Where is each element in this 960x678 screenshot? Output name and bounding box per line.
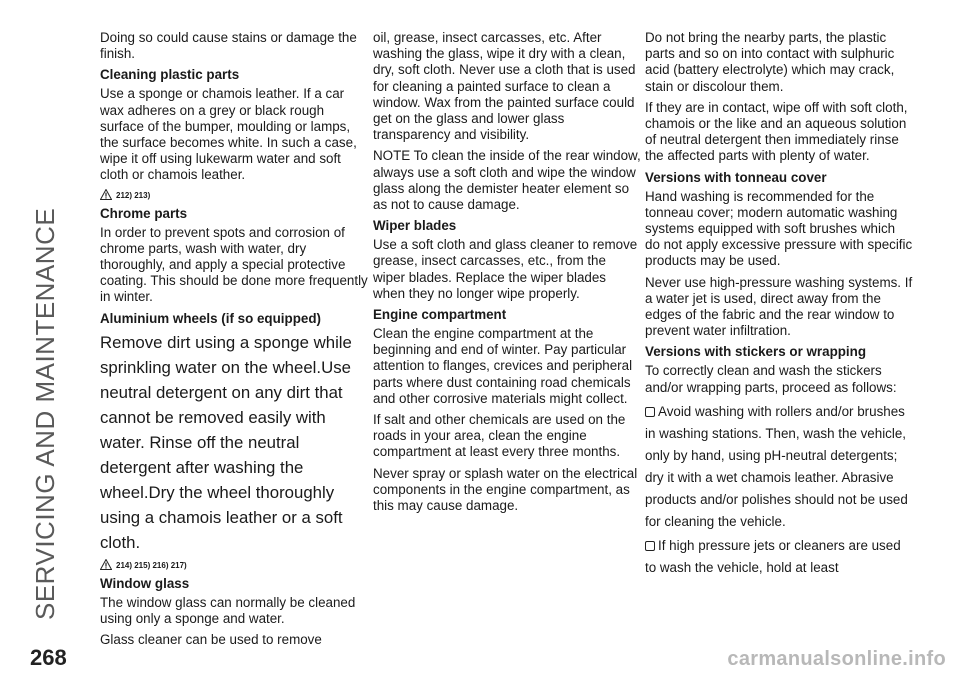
bullet-text: If high pressure jets or cleaners are used to wash the vehicle, hold at least [645, 537, 901, 575]
paragraph: Hand washing is recommended for the tonneau cover; modern automatic washing systems equipped with soft brushes which do not apply excessive pressure with specific products may be used. [645, 188, 913, 269]
paragraph: Remove dirt using a sponge while sprinkling water on the wheel.Use neutral detergent on any dirt that cannot be removed easily with water. Rinse off the neutral detergent after washing the wheel.Dry the wheel thoroughly using a chamois leather or a soft cloth. [100, 332, 352, 552]
section-side-title: SERVICING AND MAINTENANCE [30, 207, 60, 620]
paragraph: Never use high-pressure washing systems. If a water jet is used, direct away from the edges of the fabric and the rear window to prevent water infiltration. [645, 274, 913, 339]
paragraph: Use a sponge or chamois leather. If a car wax adheres on a grey or black rough surface of the bumper, moulding or lamps, the surface becomes white. In such a case, wipe it off using lukewarm water and soft cloth or chamois leather. [100, 86, 357, 183]
paragraph: Do not bring the nearby parts, the plastic parts and so on into contact with sulphuric acid (battery electrolyte) which may crack, stain or discolour them. [645, 30, 895, 94]
paragraph: To correctly clean and wash the stickers and/or wrapping parts, proceed as follows: [645, 363, 897, 395]
column-right [645, 30, 913, 581]
column-middle [373, 30, 641, 519]
paragraph: If they are in contact, wipe off with soft cloth, chamois or the like and an aqueous solution of neutral detergent then immediately rinse the affected parts with plenty of water. [645, 99, 908, 164]
heading-aluminium-wheels: Aluminium wheels (if so equipped) [100, 310, 321, 326]
heading-wiper-blades: Wiper blades [373, 218, 457, 234]
paragraph: The window glass can normally be cleaned using only a sponge and water. [100, 594, 356, 626]
warning-triangle-icon [100, 559, 112, 570]
heading-stickers-wrapping: Versions with stickers or wrapping [645, 344, 867, 360]
paragraph: In order to prevent spots and corrosion of chrome parts, wash with water, dry thoroughly, and apply a special protective coating. This should be done more frequently in winter. [100, 224, 368, 305]
heading-engine-compartment: Engine compartment [373, 307, 507, 323]
column-left [100, 30, 368, 653]
paragraph: If salt and other chemicals are used on the roads in your area, clean the engine compartment at least every three months. [373, 412, 626, 460]
paragraph: Doing so could cause stains or damage the finish. [100, 30, 357, 62]
paragraph: Never spray or splash water on the electrical components in the engine compartment, as this may cause damage. [373, 465, 638, 514]
warning-reference-numbers: 214) 215) 216) 217) [116, 560, 187, 570]
heading-cleaning-plastic-parts: Cleaning plastic parts [100, 67, 240, 83]
warning-reference [100, 189, 368, 200]
heading-chrome-parts: Chrome parts [100, 205, 188, 221]
paragraph: Clean the engine compartment at the beginning and end of winter. Pay particular attention to flanges, crevices and peripheral parts where dust containing road chemicals and other corrosive materials might collect. [373, 326, 633, 406]
checkbox-bullet-icon [645, 541, 655, 551]
note-paragraph: NOTE To clean the inside of the rear window, always use a soft cloth and wipe the window glass along the demister heater element so as not to cause damage. [373, 148, 641, 213]
bullet-item [645, 535, 913, 579]
paragraph: Use a soft cloth and glass cleaner to remove grease, insect carcasses, etc., from the wiper blades. Replace the wiper blades when they no longer wipe properly. [373, 237, 638, 301]
bullet-text: Avoid washing with rollers and/or brushes in washing stations. Then, wash the vehicle, only by hand, using pH-neutral detergents; dry it with a wet chamois leather. Abrasive products and/or polishes should not be used for cleaning the vehicle. [645, 403, 908, 529]
warning-reference [100, 559, 368, 570]
watermark: carmanualsonline.info [727, 648, 946, 670]
bullet-item [645, 401, 913, 533]
paragraph: oil, grease, insect carcasses, etc. After washing the glass, wipe it dry with a clean, dry, soft cloth. Never use a cloth that is used for cleaning a painted surface to clean a window. Wax from the painted surface could get on the glass and lower glass transparency and visibility. [373, 30, 636, 143]
paragraph: Glass cleaner can be used to remove [100, 632, 322, 648]
warning-triangle-icon [100, 189, 112, 200]
page-number: 268 [30, 645, 67, 670]
warning-reference-numbers: 212) 213) [116, 190, 151, 200]
heading-window-glass: Window glass [100, 575, 190, 591]
checkbox-bullet-icon [645, 407, 655, 417]
heading-tonneau-cover: Versions with tonneau cover [645, 169, 827, 185]
